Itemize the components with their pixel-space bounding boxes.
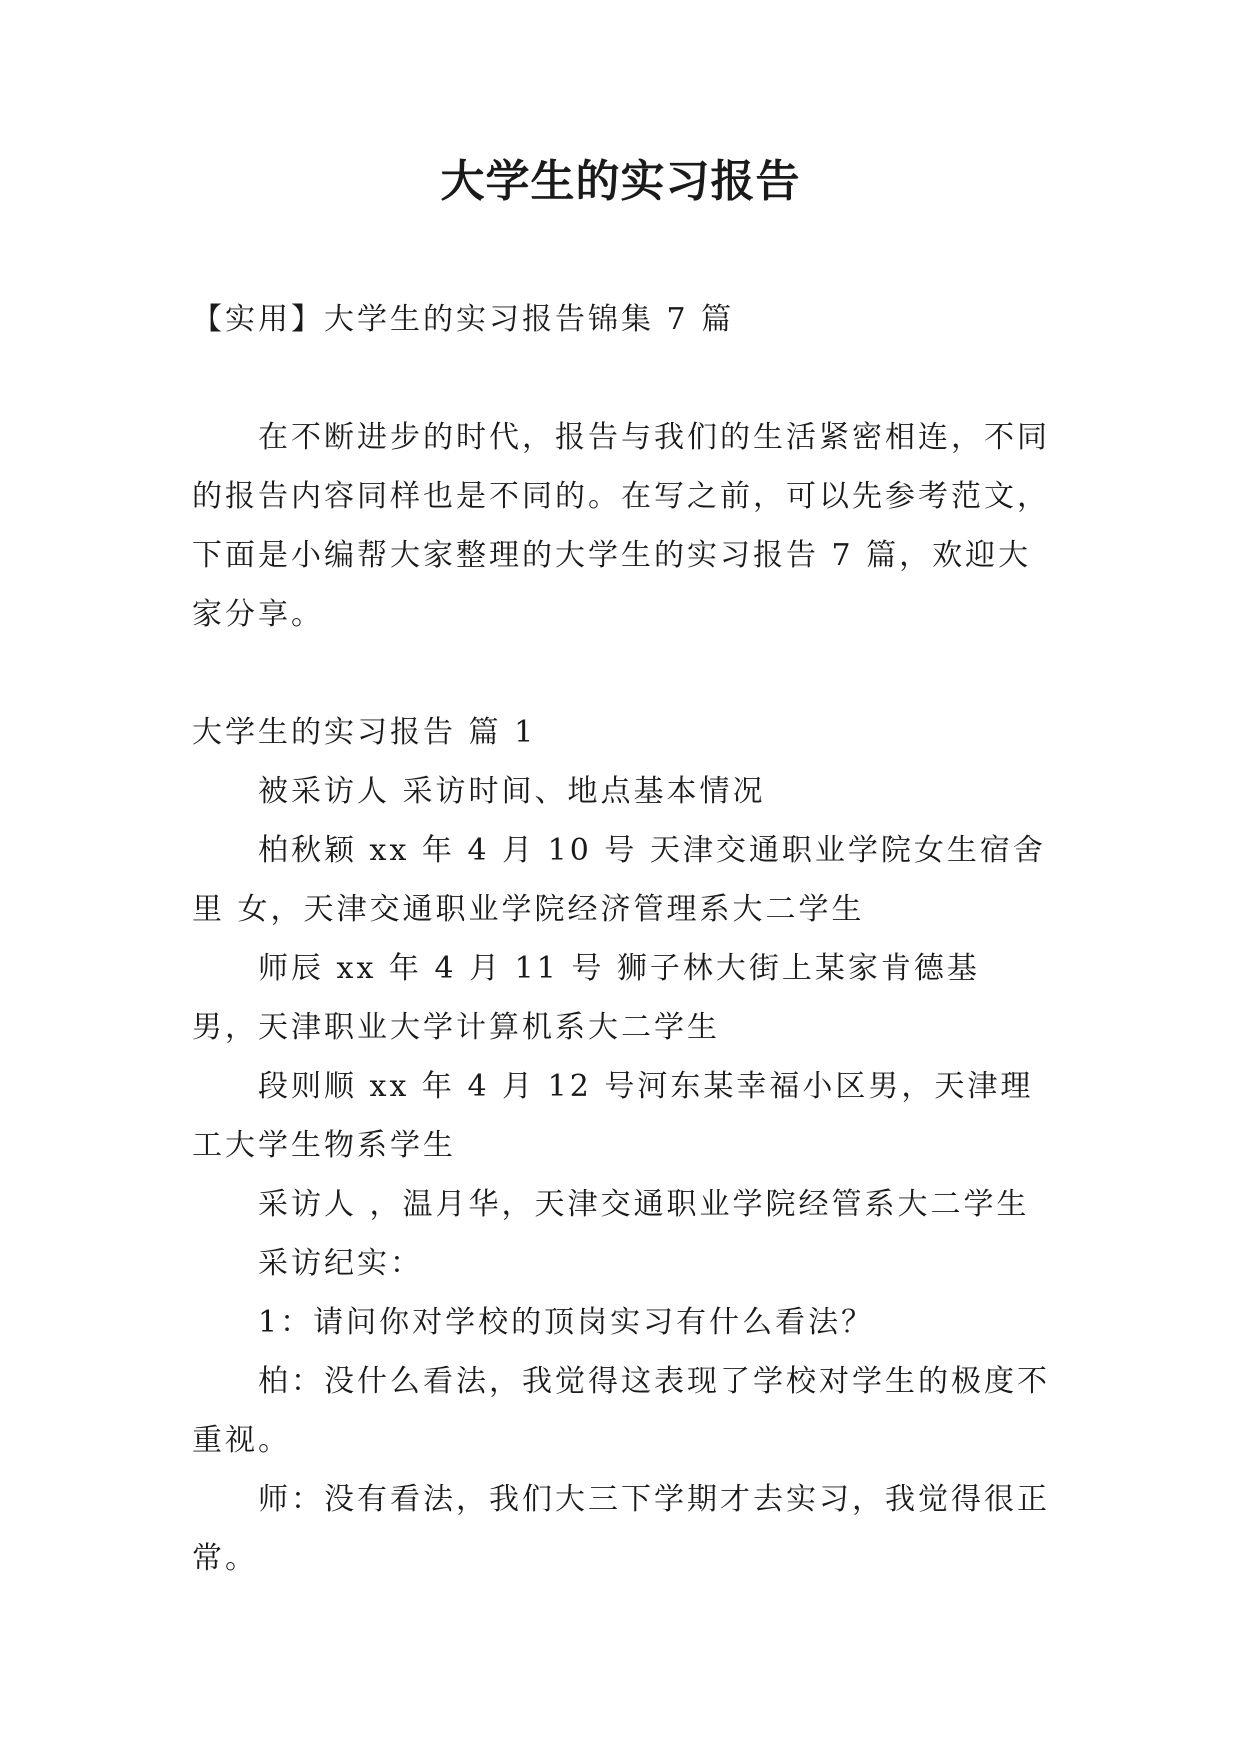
page-title: 大学生的实习报告 (440, 156, 801, 207)
spacer (192, 644, 1052, 703)
body-paragraph: 段则顺 xx 年 4 月 12 号河东某幸福小区男，天津理工大学生物系学生 (192, 1069, 1034, 1163)
document-subtitle: 【实用】大学生的实习报告锦集 7 篇 (192, 302, 735, 337)
intro-paragraph: 在不断进步的时代，报告与我们的生活紧密相连，不同的报告内容同样也是不同的。在写之前，可以先参考范文，下面是小编帮大家整理的大学生的实习报告 7 篇，欢迎大家分享。 (192, 420, 1050, 632)
body-paragraph: 柏秋颖 xx 年 4 月 10 号 天津交通职业学院女生宿舍里 女，天津交通职业学院经济管理系大二学生 (192, 833, 1046, 927)
section-heading: 大学生的实习报告 篇 1 (192, 715, 537, 750)
spacer (192, 349, 1052, 408)
body-paragraph: 采访人 ，温月华，天津交通职业学院经管系大二学生 (258, 1187, 1030, 1222)
body-paragraph: 采访纪实： (258, 1246, 423, 1281)
body-paragraph: 师辰 xx 年 4 月 11 号 狮子林大街上某家肯德基 男，天津职业大学计算机系大二学生 (192, 951, 980, 1045)
body-paragraph: 被采访人 采访时间、地点基本情况 (258, 774, 766, 809)
document-body (192, 290, 1052, 1588)
body-paragraph: 师：没有看法，我们大三下学期才去实习，我觉得很正常。 (192, 1482, 1050, 1576)
body-paragraph: 1：请问你对学校的顶岗实习有什么看法？ (258, 1305, 875, 1340)
body-paragraph: 柏：没什么看法，我觉得这表现了学校对学生的极度不重视。 (192, 1364, 1050, 1458)
